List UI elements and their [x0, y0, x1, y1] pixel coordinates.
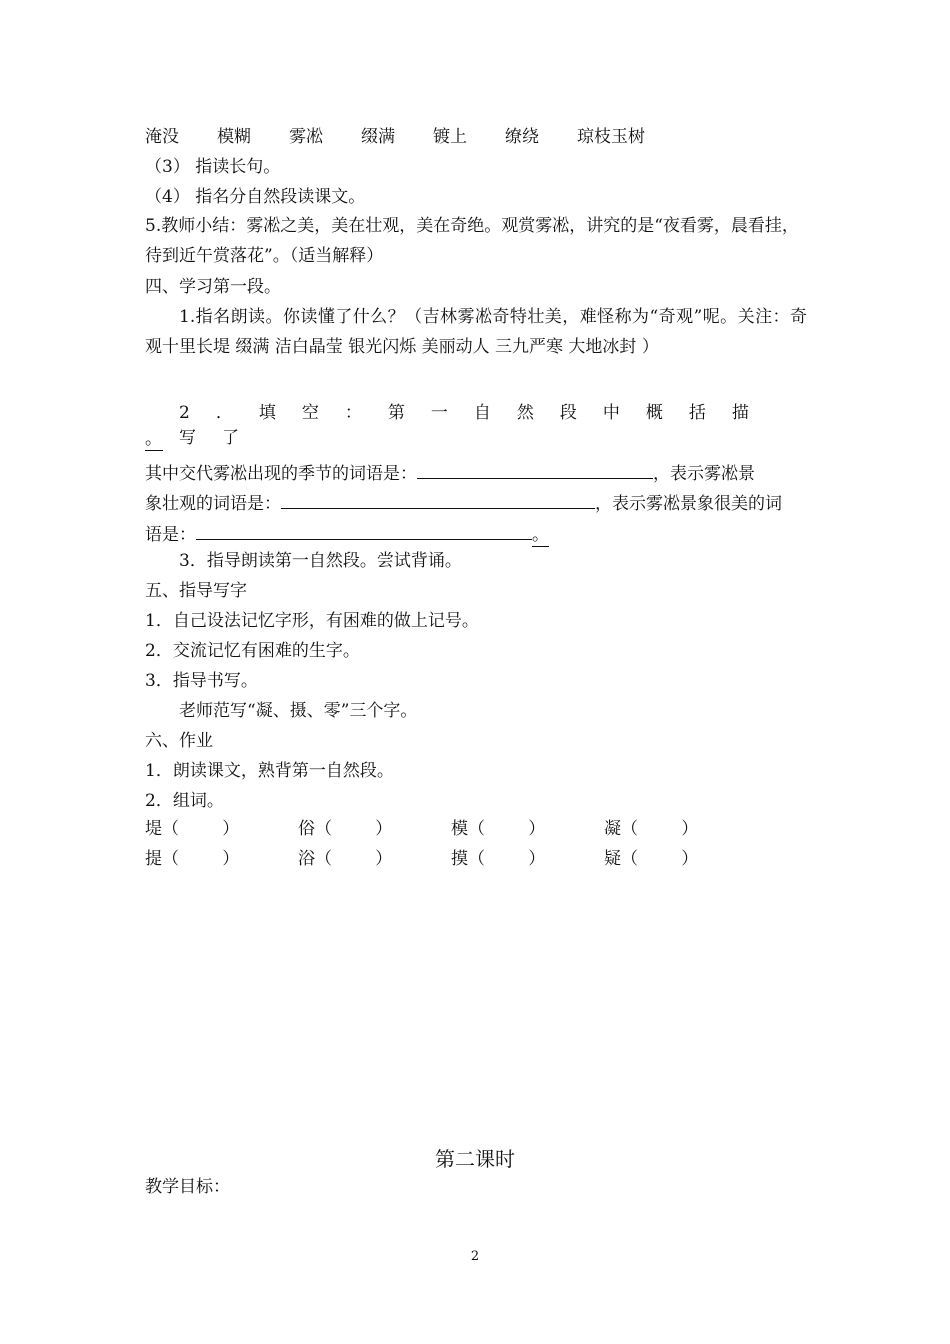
word-group-row-1 — [145, 819, 757, 839]
vocab-word: 琼枝玉树 — [577, 127, 645, 147]
fill-line-1 — [145, 460, 755, 485]
page-number: 2 — [470, 1249, 480, 1264]
lesson-heading: 第二课时 — [435, 1147, 515, 1171]
fill-blank — [281, 490, 595, 509]
writing-step-3: 3．指导书写。 — [145, 671, 258, 691]
fill-1-suffix: ，表示雾凇景 — [653, 464, 755, 484]
teacher-summary: 5.教师小结：雾凇之美，美在壮观，美在奇绝。观赏雾凇，讲究的是“夜看雾，晨看挂，待到近午赏落花”。（适当解释） — [145, 216, 799, 266]
vocab-word: 雾凇 — [289, 127, 323, 147]
vocab-word: 淹没 — [145, 127, 179, 147]
fill-2-prefix: 象壮观的词语是： — [145, 494, 281, 514]
word-group-item: 堤（ ） — [145, 819, 240, 839]
writing-step-2: 2．交流记忆有困难的生字。 — [145, 641, 360, 661]
vocab-word: 模糊 — [217, 127, 251, 147]
word-group-item: 凝（ ） — [604, 819, 699, 839]
fill-line-2 — [145, 490, 782, 515]
word-group-item: 摸（ ） — [451, 849, 546, 869]
word-group-item: 疑（ ） — [604, 849, 699, 869]
step-4: （4） 指名分自然段读课文。 — [145, 187, 366, 207]
homework-2: 2．组词。 — [145, 791, 224, 811]
item-2-blank — [145, 428, 163, 451]
item-2-end: 。 — [145, 429, 162, 449]
writing-step-1: 1．自己设法记忆字形，有困难的做上记号。 — [145, 611, 479, 631]
vocab-word: 缭绕 — [505, 127, 539, 147]
writing-demo: 老师范写“凝、摄、零”三个字。 — [179, 701, 418, 721]
item-2 — [145, 398, 807, 448]
section-5-heading: 五、指导写字 — [145, 581, 247, 601]
fill-3-end: 。 — [532, 525, 549, 545]
word-group-item: 俗（ ） — [298, 819, 393, 839]
homework-1: 1．朗读课文，熟背第一自然段。 — [145, 761, 394, 781]
word-group-item: 浴（ ） — [298, 849, 393, 869]
fill-blank — [417, 460, 653, 479]
section-4-heading: 四、学习第一段。 — [145, 277, 281, 297]
objectives-label: 教学目标： — [145, 1177, 230, 1197]
fill-3-prefix: 语是： — [145, 525, 196, 545]
word-group-item: 模（ ） — [451, 819, 546, 839]
step-3: （3） 指读长句。 — [145, 157, 281, 177]
word-group-item: 提（ ） — [145, 849, 240, 869]
fill-blank — [196, 521, 532, 540]
word-group-row-2 — [145, 849, 757, 869]
vocab-word: 缀满 — [361, 127, 395, 147]
item-1: 1.指名朗读。你读懂了什么？（吉林雾凇奇特壮美，难怪称为“奇观”呢。关注：奇观十里长堤 缀满 洁白晶莹 银光闪烁 美丽动人 三九严寒 大地冰封 ） — [145, 307, 807, 357]
section-6-heading: 六、作业 — [145, 731, 213, 751]
vocab-word: 镀上 — [433, 127, 467, 147]
fill-line-3 — [145, 521, 549, 547]
item-2-text: 2．填空：第一自然段中概括描写了 — [179, 403, 775, 448]
fill-1-prefix: 其中交代雾凇出现的季节的词语是： — [145, 464, 417, 484]
vocab-row — [145, 127, 683, 147]
fill-2-suffix: ，表示雾凇景象很美的词 — [595, 494, 782, 514]
item-3: 3．指导朗读第一自然段。尝试背诵。 — [179, 551, 462, 571]
